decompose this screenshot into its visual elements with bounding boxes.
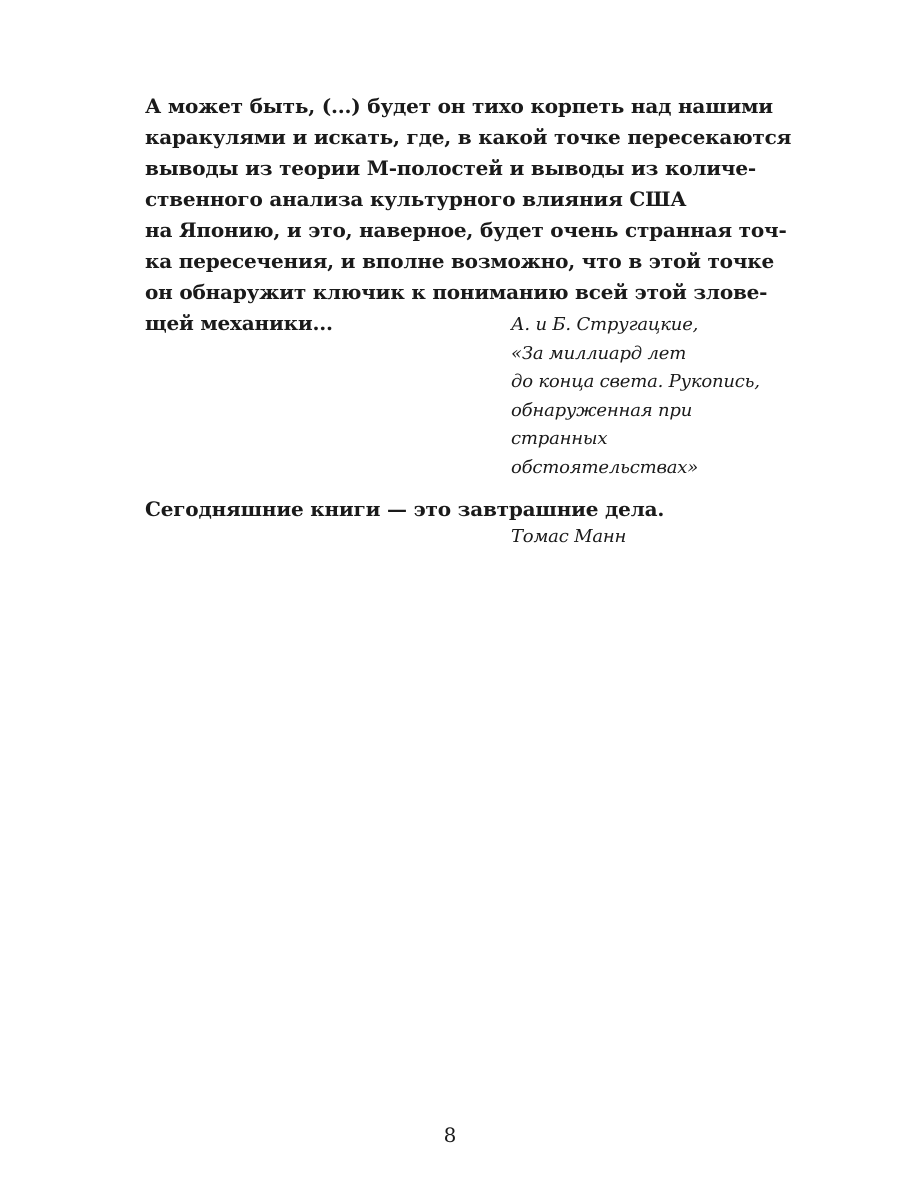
epigraph-line: ка пересечения, и вполне возможно, что в этой точке: [145, 249, 775, 273]
page-number: 8: [443, 1123, 457, 1147]
epigraph-line: каракулями и искать, где, в какой точке пересекаются: [145, 125, 792, 149]
attribution-line: обстоятельствах»: [511, 456, 699, 478]
attribution-line: до конца света. Рукопись,: [511, 371, 760, 392]
attribution-line: странных: [511, 428, 608, 449]
attribution-line: «За миллиард лет: [511, 342, 687, 364]
epigraph-line: А может быть, (...) будет он тихо корпеть над нашими: [145, 94, 773, 118]
epigraph-attribution-mann: [511, 523, 831, 552]
attribution-line: А. и Б. Стругацкие,: [511, 314, 699, 335]
epigraph-line: на Японию, и это, наверное, будет очень странная точ-: [145, 218, 787, 242]
attribution-line: обнаруженная при: [511, 399, 693, 421]
epigraph-line: щей механики...: [145, 311, 333, 335]
epigraph-attribution-strugatsky: [511, 311, 831, 482]
epigraph-line: он обнаружит ключик к пониманию всей этой злове-: [145, 280, 768, 304]
attribution-line: Томас Манн: [511, 526, 627, 547]
epigraph-line: выводы из теории М-полостей и выводы из количе-: [145, 156, 756, 180]
epigraph-quote-strugatsky: [145, 91, 792, 339]
epigraph-quote-mann: Сегодняшние книги — это завтрашние дела.: [145, 497, 665, 521]
epigraph-line: ственного анализа культурного влияния США: [145, 187, 687, 211]
